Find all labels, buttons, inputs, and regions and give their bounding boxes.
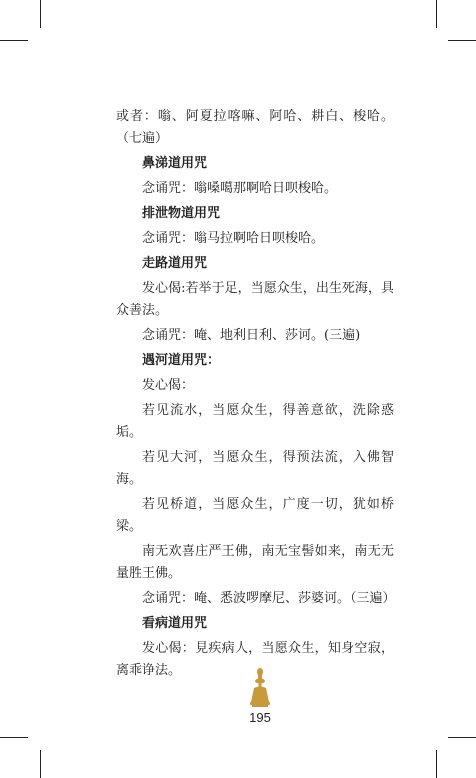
body-paragraph: 发心偈：: [142, 378, 195, 393]
body-paragraph: 若见流水，当愿众生，得善意欲，洗除惑垢。: [116, 403, 394, 440]
body-paragraph: 发心偈：見疾病人，当愿众生，知身空寂，离乖诤法。: [116, 641, 394, 678]
body-paragraph: 念诵咒：嗡嗓噶那啊哈日呗梭哈。: [142, 181, 338, 196]
crop-mark: [40, 0, 41, 28]
body-paragraph: 发心偈:若举于足，当愿众生，出生死海，具众善法。: [116, 281, 394, 318]
section-heading: 看病道用咒: [142, 616, 208, 631]
page-number: 195: [249, 710, 271, 725]
crop-mark: [0, 40, 28, 41]
section-heading: 鼻涕道用咒: [142, 156, 208, 171]
body-paragraph: 念诵咒：唵、地利日利、莎诃。(三遍): [142, 328, 361, 343]
section-heading: 走路道用咒: [142, 256, 208, 271]
page-body: [116, 106, 394, 685]
body-paragraph: 念诵咒：唵、悉波啰摩尼、莎婆诃。（三遍）: [142, 591, 396, 606]
crop-mark: [436, 0, 437, 28]
crop-mark: [0, 737, 28, 738]
body-paragraph: 或者：嗡、阿夏拉喀嘛、阿哈、耕白、梭哈。（七遍）: [116, 109, 394, 146]
section-heading: 排泄物道用咒: [142, 206, 221, 221]
crop-mark: [448, 737, 476, 738]
crop-mark: [40, 750, 41, 778]
section-heading: 遇河道用咒：: [142, 353, 221, 368]
body-paragraph: 南无欢喜庄严王佛，南无宝髻如来，南无无量胜王佛。: [116, 544, 394, 581]
vajra-bell-icon: [248, 668, 272, 708]
body-paragraph: 若见大河，当愿众生，得预法流，入佛智海。: [116, 450, 394, 487]
body-paragraph: 念诵咒：嗡马拉啊哈日呗梭哈。: [142, 231, 325, 246]
body-paragraph: 若见桥道，当愿众生，广度一切，犹如桥梁。: [116, 497, 394, 534]
crop-mark: [436, 750, 437, 778]
crop-mark: [448, 40, 476, 41]
